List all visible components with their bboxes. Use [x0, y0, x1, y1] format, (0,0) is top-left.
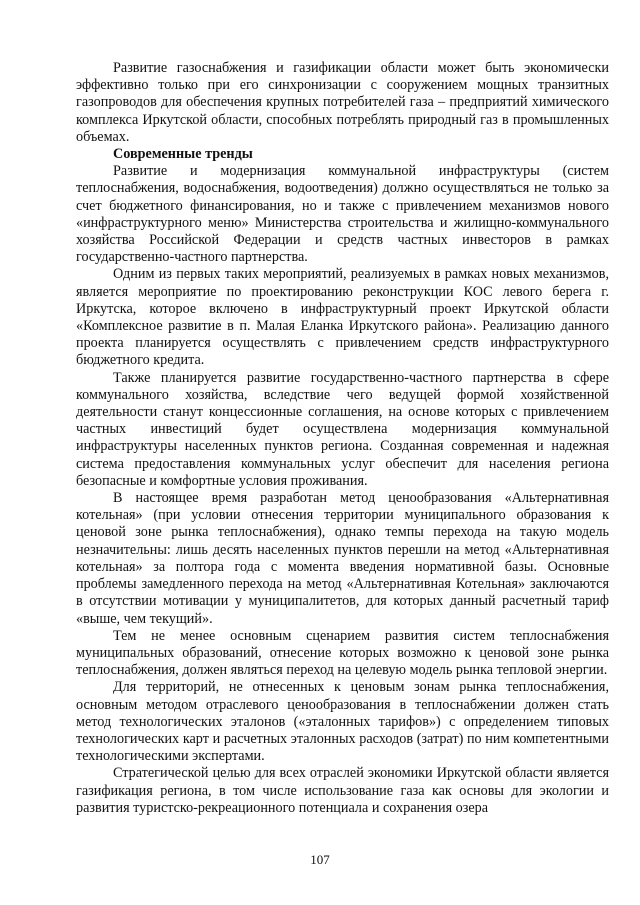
paragraph-heat-market-model: Тем не менее основным сценарием развития систем теплоснабжения муниципальных образований, отнесение которых возможно к ценовой зоне рынка теплоснабжения, должен являться переход на целевую модель рынка тепловой энергии.: [76, 627, 609, 679]
paragraph-kos-project: Одним из первых таких мероприятий, реализуемых в рамках новых механизмов, является мероприятие по проектированию реконструкции КОС левого берега г. Иркутска, которое включено в инфраструктурный проект Иркутской области «Комплексное развитие в п. Малая Еланка Иркутского района». Реализацию данного проекта планируется осуществлять с привлечением средств инфраструктурного бюджетного кредита.: [76, 266, 609, 369]
document-page: [76, 60, 609, 817]
paragraph-public-private-partnership: Также планируется развитие государственно-частного партнерства в сфере коммунального хозяйства, вследствие чего ведущей формой хозяйственной деятельности станут концессионные соглашения, на основе которых с привлечением частных инвестиций будет осуществлена модернизация коммунальной инфраструктуры населенных пунктов региона. Созданная современная и надежная система предоставления коммунальных услуг обеспечит для населения региона безопасные и комфортные условия проживания.: [76, 369, 609, 489]
paragraph-gas-supply: Развитие газоснабжения и газификации области может быть экономически эффективно только при его синхронизации с сооружением мощных транзитных газопроводов для обеспечения крупных потребителей газа – предприятий химического комплекса Иркутской области, способных потреблять природный газ в промышленных объемах.: [76, 60, 609, 145]
page-number: 107: [310, 852, 330, 867]
paragraph-alternative-boiler: В настоящее время разработан метод ценообразования «Альтернативная котельная» (при условии отнесения территории муниципального образования к ценовой зоне рынка теплоснабжения), однако темпы перехода на такую модель незначительны: лишь десять населенных пунктов перешли на метод «Альтернативная котельная» за полтора года с момента введения нормативной базы. Основные проблемы замедленного перехода на метод «Альтернативная Котельная» заключаются в отсутствии мотивации у муниципалитетов, для которых данный расчетный тариф «выше, чем текущий».: [76, 490, 609, 627]
paragraph-strategic-goal: Стратегической целью для всех отраслей экономики Иркутской области является газификация региона, в том числе использование газа как основы для экологии и развития туристско-рекреационного потенциала и сохранения озера: [76, 765, 609, 816]
section-heading: Современные тренды: [113, 146, 253, 163]
paragraph-reference-tariffs: Для территорий, не отнесенных к ценовым зонам рынка теплоснабжения, основным методом отраслевого ценообразования в теплоснабжении должен стать метод технологических эталонов («эталонных тарифов») с определением типовых технологических карт и расчетных эталонных расходов (затрат) по ним компетентными технологическими экспертами.: [76, 679, 609, 765]
paragraph-utility-infrastructure: Развитие и модернизация коммунальной инфраструктуры (систем теплоснабжения, водоснабжения, водоотведения) должно осуществляться не только за счет бюджетного финансирования, но и также с привлечением механизмов нового «инфраструктурного меню» Министерства строительства и жилищно-коммунального хозяйства Российской Федерации и средств частных инвесторов в рамках государственно-частного партнерства.: [76, 163, 609, 266]
